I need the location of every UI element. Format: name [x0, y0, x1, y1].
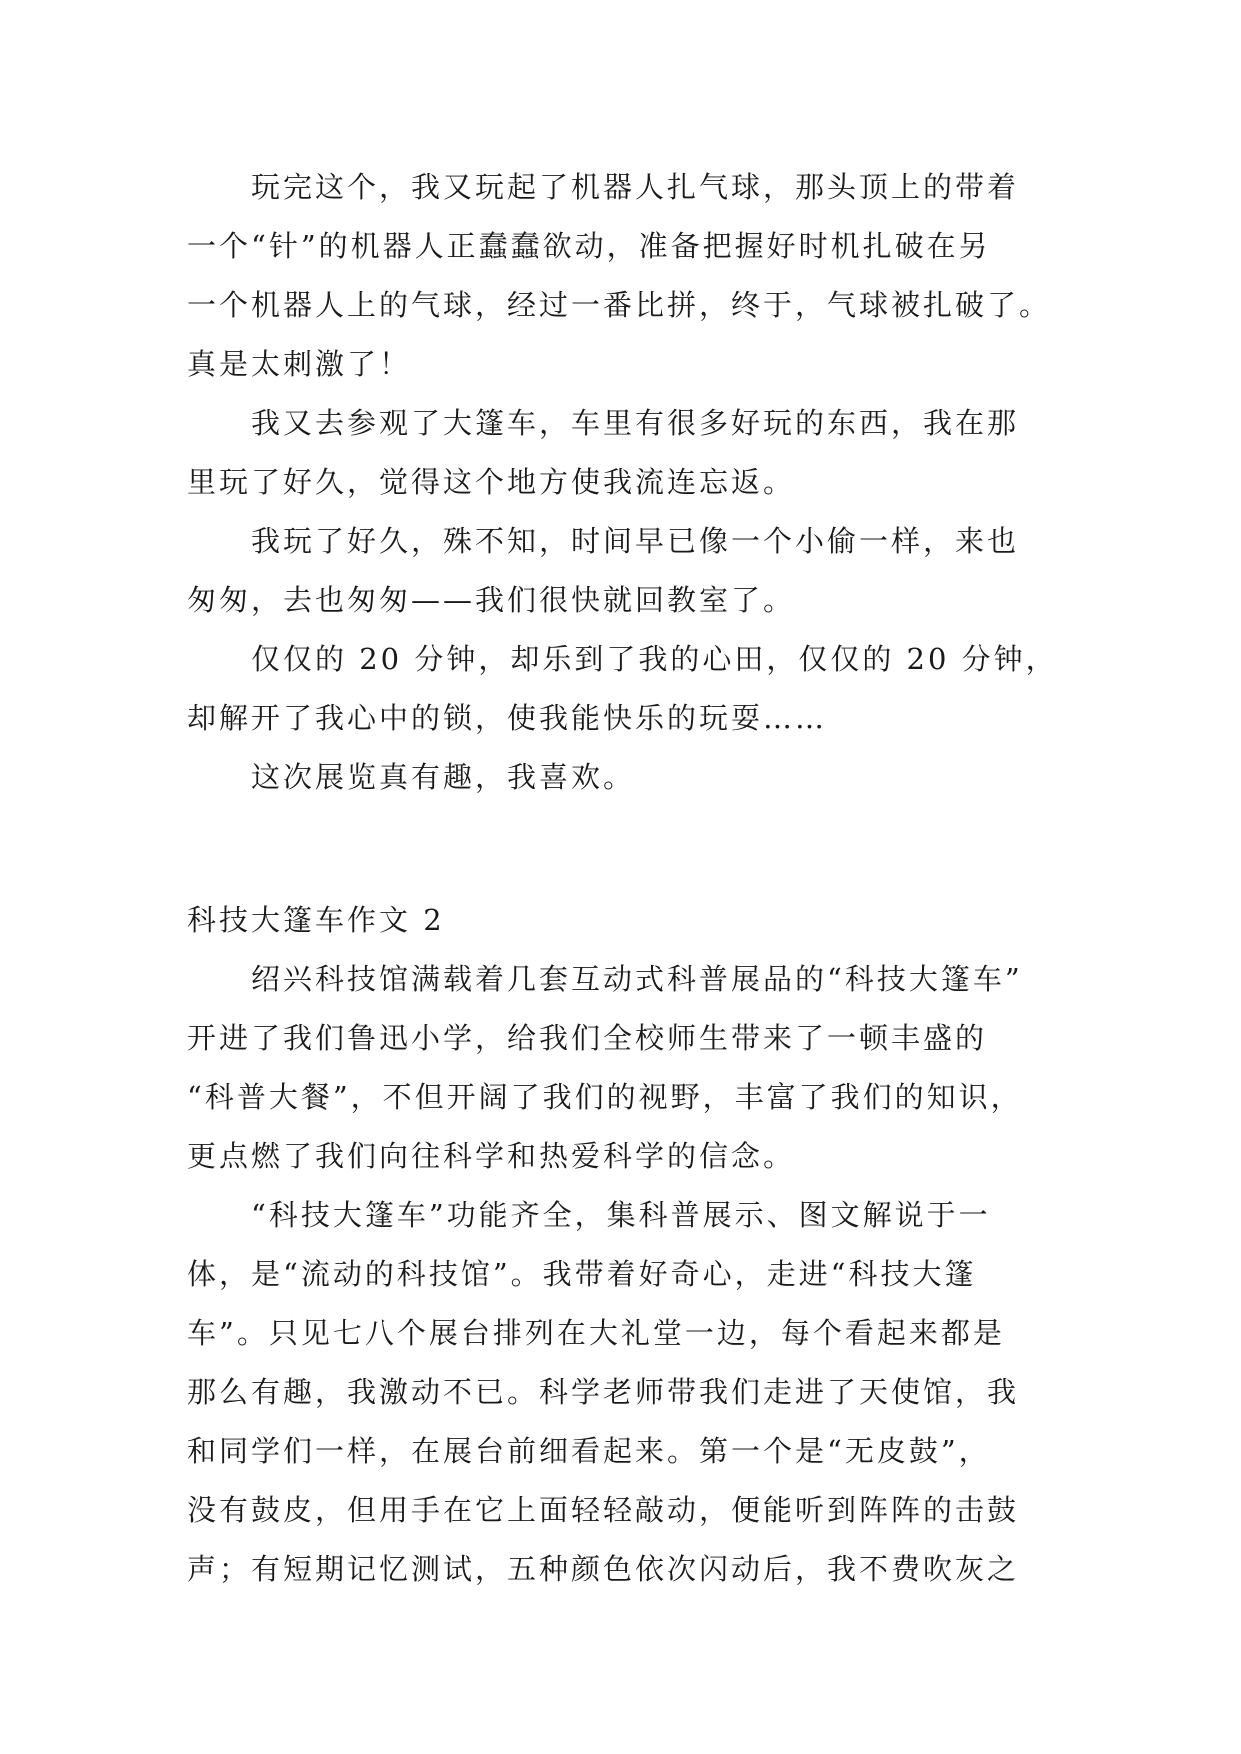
paragraph [187, 394, 1077, 512]
text-line: 我又去参观了大篷车，车里有很多好玩的东西，我在那 [251, 406, 1020, 440]
text-line: 没有鼓皮，但用手在它上面轻轻敲动，便能听到阵阵的击鼓 [187, 1493, 1020, 1527]
document-body [187, 158, 1077, 1599]
text-line: 和同学们一样，在展台前细看起来。第一个是“无皮鼓”， [187, 1434, 991, 1468]
text-line: 绍兴科技馆满载着几套互动式科普展品的“科技大篷车” [251, 962, 1023, 996]
paragraph [187, 630, 1077, 748]
section-heading: 科技大篷车作文 2 [187, 903, 445, 937]
paragraph [187, 748, 1077, 807]
text-line: 一个“针”的机器人正蠢蠢欲动，准备把握好时机扎破在另 [187, 229, 991, 263]
text-line: 开进了我们鲁迅小学，给我们全校师生带来了一顿丰盛的 [187, 1021, 988, 1055]
text-line: 我玩了好久，殊不知，时间早已像一个小偷一样，来也 [251, 524, 1020, 558]
text-line: 玩完这个，我又玩起了机器人扎气球，那头顶上的带着 [251, 170, 1020, 204]
text-line: 真是太刺激了！ [187, 347, 412, 381]
text-line: “科技大篷车”功能齐全，集科普展示、图文解说于一 [251, 1198, 991, 1232]
text-line: “科普大餐”，不但开阔了我们的视野，丰富了我们的知识， [187, 1080, 1023, 1114]
paragraph [187, 512, 1077, 630]
paragraph [187, 1186, 1077, 1599]
text-line: 更点燃了我们向往科学和热爱科学的信念。 [187, 1139, 796, 1173]
paragraph [187, 950, 1077, 1186]
text-line: 那么有趣，我激动不已。科学老师带我们走进了天使馆，我 [187, 1375, 1020, 1409]
text-line: 这次展览真有趣，我喜欢。 [251, 760, 636, 794]
text-line: 体，是“流动的科技馆”。我带着好奇心，走进“科技大篷 [187, 1257, 977, 1291]
text-line: 声；有短期记忆测试，五种颜色依次闪动后，我不费吹灰之 [187, 1552, 1020, 1586]
text-line: 车”。只见七八个展台排列在大礼堂一边，每个看起来都是 [187, 1316, 1005, 1350]
text-line: 却解开了我心中的锁，使我能快乐的玩耍…… [187, 701, 828, 735]
text-line: 仅仅的 20 分钟，却乐到了我的心田，仅仅的 20 分钟， [251, 642, 1058, 676]
text-line: 里玩了好久，觉得这个地方使我流连忘返。 [187, 465, 796, 499]
text-line: 匆匆，去也匆匆——我们很快就回教室了。 [187, 583, 796, 617]
text-line: 一个机器人上的气球，经过一番比拼，终于，气球被扎破了。 [187, 288, 1052, 322]
section-spacer [187, 807, 1077, 891]
paragraph [187, 158, 1077, 394]
